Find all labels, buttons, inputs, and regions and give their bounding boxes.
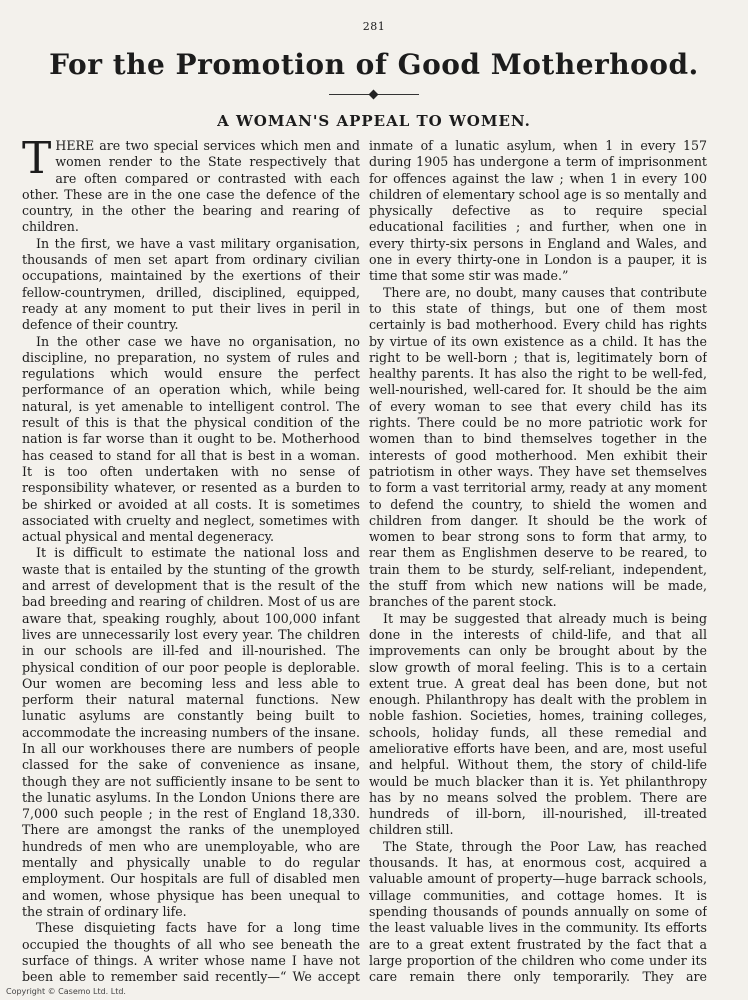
paragraph: THERE are two special services which men and women render to the State respectively that are often compared or contrasted with each other. These are in the one case the defence of the country, in the other the bearing and rearing of children. [22, 138, 360, 235]
article-subtitle: A WOMAN'S APPEAL TO WOMEN. [217, 112, 531, 130]
paragraph: In the other case we have no organisation, no discipline, no preparation, no system of rules and regulations which would ensure the perfect performance of an operation which, while being natural, is yet amenable to intelligent control. The result of this is that the physical condition of the nation is far worse than it ought to be. Motherhood has ceased to stand for all that is best in a woman. It is too often undertaken with no sense of responsibility whatever, or resented as a burden to be shirked or avoided at all costs. It is sometimes associated with cruelty and neglect, sometimes with actual physical and mental degeneracy. [22, 333, 360, 545]
paragraph: In the first, we have a vast military organisation, thousands of men set apart from ordinary civilian occupations, maintained by the exertions of their fellow-countrymen, drilled, disciplined, equipped, ready at any moment to put their lives in peril in defence of their country. [22, 235, 360, 333]
paragraph: inmate of a lunatic asylum, when 1 in every 157 during 1905 has undergone a term of imprisonment for offences against the law ; when 1 in every 100 children of elementary school age is so mentally and physically defective as to require special educational facilities ; and further, when one in every thirty-six persons in England and Wales, and one in every thirty-one in London is a pauper, it is time that some stir was made.” [369, 138, 707, 284]
article-title: For the Promotion of Good Motherhood. [49, 48, 699, 81]
paragraph: There are, no doubt, many causes that contribute to this state of things, but one of them most certainly is bad motherhood. Every child has rights by virtue of its own existence as a child. It has the right to be well-born ; that is, legitimately born of healthy parents. It has also the right to be well-fed, well-nourished, well-cared for. It should be the aim of every woman to see that every child has its rights. There could be no more patriotic work for women than to bind themselves together in the interests of good motherhood. Men exhibit their patriotism in other ways. They have set themselves to form a vast territorial army, ready at any moment to defend the country, to shield the women and children from danger. It should be the work of women to bear strong sons to form that army, to rear them as Englishmen deserve to be reared, to train them to be sturdy, self-reliant, independent, the stuff from which new nations will be made, branches of the parent stock. [369, 284, 707, 610]
paragraph: These disquieting facts have for a long time occupied the thoughts of all who see beneath the surface of things. A writer whose name I have not been able to remember said recently—“ We accept [22, 920, 360, 984]
copyright-notice: Copyright © Casemo Ltd. Ltd. [6, 987, 126, 996]
title-divider-ornament [329, 93, 419, 97]
paragraph: The State, through the Poor Law, has reached thousands. It has, at enormous cost, acquired a valuable amount of property—huge barrack schools, village communities, and cottage homes. It is spending thousands of pounds annually on some of the least valuable lives in the community. Its efforts are to a great extent frustrated by the fact that a large proportion of the children who come under its care remain there only temporarily. They are [369, 838, 707, 984]
right-column [369, 138, 707, 984]
drop-cap: T [22, 138, 52, 184]
left-column [22, 138, 360, 984]
paragraph: It may be suggested that already much is being done in the interests of child-life, and that all improvements can only be brought about by the slow growth of moral feeling. This is to a certain extent true. A great deal has been done, but not enough. Philanthropy has dealt with the problem in noble fashion. Societies, homes, training colleges, schools, holiday funds, all these remedial and ameliorative efforts have been, and are, most useful and helpful. Without them, the story of child-life would be much blacker than it is. Yet philanthropy has by no means solved the problem. There are hundreds of ill-born, ill-nourished, ill-treated children still. [369, 610, 707, 838]
paragraph: It is difficult to estimate the national loss and waste that is entailed by the stunting of the growth and arrest of development that is the result of the bad breeding and rearing of children. Most of us are aware that, speaking roughly, about 100,000 infant lives are unnecessarily lost every year. The children in our schools are ill-fed and ill-nourished. The physical condition of our poor people is deplorable. Our women are becoming less and less able to perform their natural maternal functions. New lunatic asylums are constantly being built to accommodate the increasing numbers of the insane. In all our workhouses there are numbers of people classed for the sake of convenience as insane, though they are not sufficiently insane to be sent to the lunatic asylums. In the London Unions there are 7,000 such people ; in the rest of England 18,330. There are amongst the ranks of the unemployed hundreds of men who are unemployable, who are mentally and physically unable to do regular employment. Our hospitals are full of disabled men and women, whose physique has been unequal to the strain of ordinary life. [22, 545, 360, 919]
page-number: 281 [362, 20, 386, 33]
